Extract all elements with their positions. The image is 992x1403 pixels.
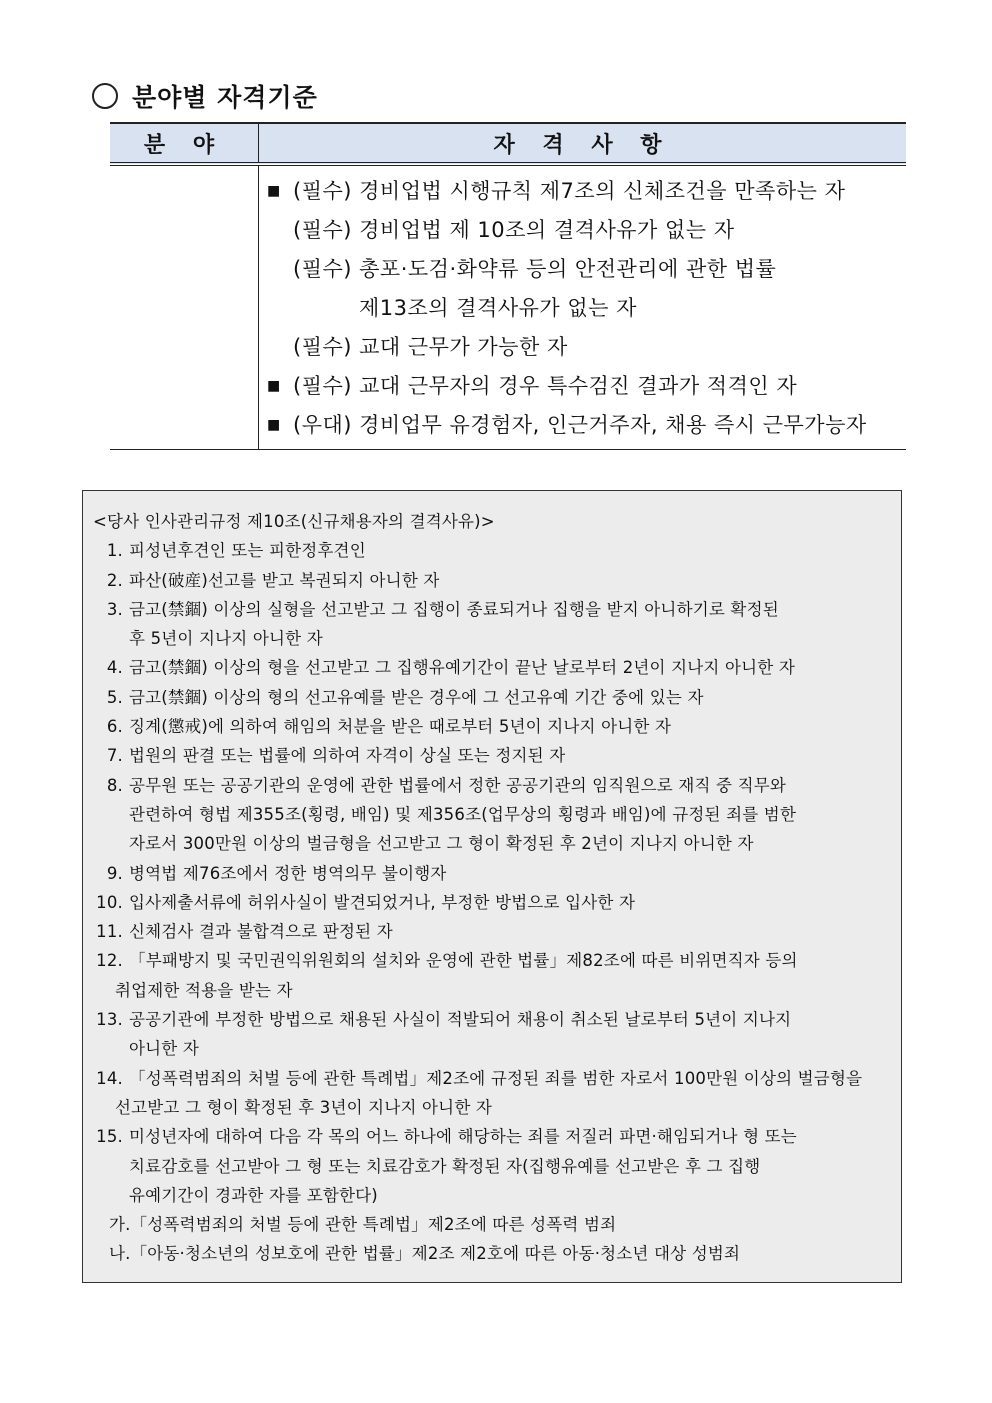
list-item — [93, 771, 893, 800]
item-text: 취업제한 적용을 받는 자 — [115, 980, 293, 1000]
item-text: 아니한 자 — [129, 1039, 200, 1059]
list-item — [93, 1181, 893, 1210]
item-number: 10. — [96, 892, 123, 912]
qualification-text: (필수) 교대 근무가 가능한 자 — [293, 335, 568, 359]
item-number: 11. — [96, 922, 123, 942]
item-number: 7. — [106, 746, 123, 766]
item-text: 파산(破産)선고를 받고 복권되지 아니한 자 — [129, 570, 440, 590]
qualification-line — [267, 367, 906, 406]
item-text: 신체검사 결과 불합격으로 판정된 자 — [129, 922, 393, 942]
item-text: 피성년후견인 또는 피한정후견인 — [129, 541, 366, 561]
list-item — [93, 917, 893, 946]
item-number: 1. — [106, 541, 123, 561]
item-text: 자로서 300만원 이상의 벌금형을 선고받고 그 형이 확정된 후 2년이 지나지 아니한 자 — [129, 834, 754, 854]
item-text: 법원의 판결 또는 법률에 의하여 자격이 상실 또는 정지된 자 — [129, 746, 566, 766]
item-text: 금고(禁錮) 이상의 형의 선고유예를 받은 경우에 그 선고유예 기간 중에 있는 자 — [129, 687, 704, 707]
item-number: 4. — [106, 658, 123, 678]
list-item — [93, 653, 893, 682]
item-number: 9. — [106, 863, 123, 883]
item-number: 12. — [96, 951, 123, 971]
item-number: 2. — [106, 570, 123, 590]
item-text: 관련하여 형법 제355조(횡령, 배임) 및 제356조(업무상의 횡령과 배임)에 규정된 죄를 범한 — [129, 804, 797, 824]
item-text: 미성년자에 대하여 다음 각 목의 어느 하나에 해당하는 죄를 저질러 파면·해임되거나 형 또는 — [129, 1127, 797, 1147]
list-item — [93, 741, 893, 770]
square-bullet-icon — [267, 211, 293, 250]
list-item — [93, 624, 893, 653]
item-text: 「부패방지 및 국민권익위원회의 설치와 운영에 관한 법률」제82조에 따른 비위면직자 등의 — [129, 951, 798, 971]
item-text: 금고(禁錮) 이상의 실형을 선고받고 그 집행이 종료되거나 집행을 받지 아니하기로 확정된 — [129, 599, 779, 619]
item-text: 공무원 또는 공공기관의 운영에 관한 법률에서 정한 공공기관의 임직원으로 재직 중 직무와 — [129, 775, 787, 795]
list-item — [93, 888, 893, 917]
list-item — [93, 1122, 893, 1151]
item-text: 징계(懲戒)에 의하여 해임의 처분을 받은 때로부터 5년이 지나지 아니한 자 — [129, 717, 672, 737]
list-item — [93, 566, 893, 595]
field-cell — [110, 164, 259, 450]
list-item — [93, 683, 893, 712]
square-bullet-icon — [267, 250, 293, 289]
sub-item: 가.「성폭력범죄의 처벌 등에 관한 특례법」제2조에 따른 성폭력 범죄 — [109, 1215, 617, 1235]
qualifications-cell — [259, 164, 907, 450]
list-item — [93, 712, 893, 741]
table-row — [110, 164, 906, 450]
qualification-text: (필수) 경비업법 시행규칙 제7조의 신체조건을 만족하는 자 — [293, 179, 846, 203]
item-number: 13. — [96, 1010, 123, 1030]
square-bullet-icon: ■ — [267, 417, 281, 433]
qualification-line — [267, 328, 906, 367]
list-item — [93, 800, 893, 829]
item-number: 15. — [96, 1127, 123, 1147]
qualification-text: (필수) 총포·도검·화약류 등의 안전관리에 관한 법률 — [293, 257, 777, 281]
item-text: 선고받고 그 형이 확정된 후 3년이 지나지 아니한 자 — [115, 1097, 493, 1117]
box-heading: <당사 인사관리규정 제10조(신규채용자의 결격사유)> — [93, 512, 495, 531]
square-bullet-icon: ■ — [267, 378, 281, 394]
section-title-text: 분야별 자격기준 — [132, 83, 318, 112]
list-item — [93, 946, 893, 975]
qualification-text: (필수) 교대 근무자의 경우 특수검진 결과가 적격인 자 — [293, 374, 798, 398]
item-text: 병역법 제76조에서 정한 병역의무 불이행자 — [129, 863, 447, 883]
qualification-line — [267, 211, 906, 250]
qualification-line — [267, 172, 906, 211]
qualification-table — [110, 122, 906, 450]
list-item — [93, 1005, 893, 1034]
list-item — [93, 976, 893, 1005]
qualification-text: 제13조의 결격사유가 없는 자 — [359, 296, 637, 320]
item-number: 3. — [106, 599, 123, 619]
list-item — [93, 1093, 893, 1122]
list-item — [93, 595, 893, 624]
item-text: 「성폭력범죄의 처벌 등에 관한 특례법」제2조에 규정된 죄를 범한 자로서 100만원 이상의 벌금형을 — [129, 1068, 863, 1088]
list-item — [93, 859, 893, 888]
disqualification-list — [93, 536, 893, 1268]
qualification-line — [267, 406, 906, 445]
item-number: 5. — [106, 687, 123, 707]
qualification-text: (필수) 경비업법 제 10조의 결격사유가 없는 자 — [293, 218, 735, 242]
list-item — [93, 1064, 893, 1093]
item-text: 입사제출서류에 허위사실이 발견되었거나, 부정한 방법으로 입사한 자 — [129, 892, 636, 912]
list-item — [93, 829, 893, 858]
circle-bullet-icon — [92, 83, 118, 109]
square-bullet-icon: ■ — [267, 183, 281, 199]
item-text: 공공기관에 부정한 방법으로 채용된 사실이 적발되어 채용이 취소된 날로부터 5년이 지나지 — [129, 1010, 792, 1030]
qualification-text: (우대) 경비업무 유경험자, 인근거주자, 채용 즉시 근무가능자 — [293, 413, 867, 437]
header-qualifications: 자 격 사 항 — [259, 123, 907, 164]
section-title — [92, 78, 318, 114]
list-item — [93, 1034, 893, 1063]
list-item — [93, 536, 893, 565]
item-number: 8. — [106, 775, 123, 795]
item-number: 6. — [106, 717, 123, 737]
list-item — [93, 1152, 893, 1181]
item-text: 금고(禁錮) 이상의 형을 선고받고 그 집행유예기간이 끝난 날로부터 2년이 지나지 아니한 자 — [129, 658, 795, 678]
item-text: 유예기간이 경과한 자를 포함한다) — [129, 1185, 378, 1205]
sub-item: 나.「아동·청소년의 성보호에 관한 법률」제2조 제2호에 따른 아동·청소년 대상 성범죄 — [109, 1244, 741, 1264]
qualification-line — [267, 250, 906, 289]
item-number: 14. — [96, 1068, 123, 1088]
square-bullet-icon — [267, 328, 293, 367]
table-header-row — [110, 123, 906, 164]
header-field: 분 야 — [110, 123, 259, 164]
item-text: 후 5년이 지나지 아니한 자 — [129, 629, 323, 649]
disqualification-box — [82, 490, 902, 1283]
item-text: 치료감호를 선고받아 그 형 또는 치료감호가 확정된 자(집행유예를 선고받은 후 그 집행 — [129, 1156, 761, 1176]
qualification-line — [267, 289, 906, 328]
